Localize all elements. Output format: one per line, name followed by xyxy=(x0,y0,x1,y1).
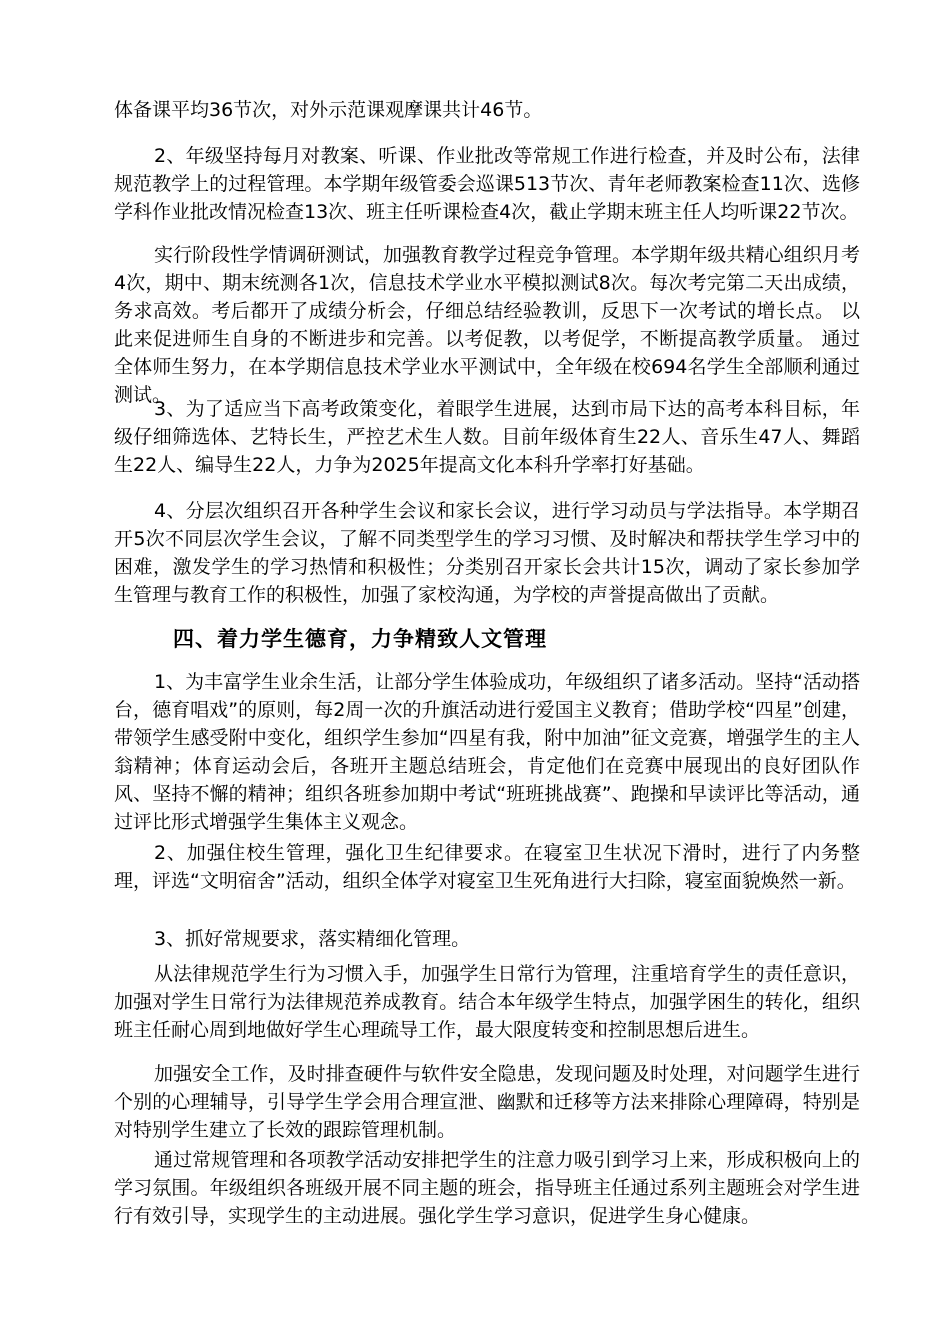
paragraph-activities: 1、为丰富学生业余生活，让部分学生体验成功，年级组织了诸多活动。坚持“活动搭台，德育唱戏”的原则，每2周一次的升旗活动进行爱国主义教育；借助学校“四星”创建，带领学生感受附中变化，组织学生参加“四星有我，附中加油”征文竞赛，增强学生的主人翁精神；体育运动会后，各班开主题总结班会，肯定他们在竞赛中展现出的良好团队作风、坚持不懈的精神；组织各班参加期中考试“班班挑战赛”、跑操和早读评比等活动，通过评比形式增强学生集体主义观念。 xyxy=(114,671,860,833)
paragraph-routine-requirements: 3、抓好常规要求，落实精细化管理。 xyxy=(154,928,471,950)
paragraph-safety-work: 加强安全工作，及时排查硬件与软件安全隐患，发现问题及时处理，对问题学生进行个别的心理辅导，引导学生学会用合理宣泄、幽默和迁移等方法来排除心理障碍，特别是对特别学生建立了长效的跟踪管理机制。 xyxy=(114,1063,860,1141)
paragraph-boarding-management: 2、加强住校生管理，强化卫生纪律要求。在寝室卫生状况下滑时，进行了内务整理，评选“文明宿舍”活动，组织全体学对寝室卫生死角进行大扫除，寝室面貌焕然一新。 xyxy=(114,842,860,892)
paragraph-stage-testing: 实行阶段性学情调研测试，加强教育教学过程竞争管理。本学期年级共精心组织月考4次，期中、期末统测各1次，信息技术学业水平模拟测试8次。每次考完第二天出成绩，务求高效。考后都开了成绩分析会，仔细总结经验教训，反思下一次考试的增长点。 以此来促进师生自身的不断进步和完善。以考促教，以考促学，不断提高教学质量。 通过全体师生努力，在本学期信息技术学业水平测试中，全年级在校694名学生全部顺利通过测试。 xyxy=(114,244,860,406)
paragraph-gaokao-policy: 3、为了适应当下高考政策变化，着眼学生进展，达到市局下达的高考本科目标，年级仔细筛选体、艺特长生，严控艺术生人数。目前年级体育生22人、音乐生47人、舞蹈生22人、编导生22人，力争为2025年提高文化本科升学率打好基础。 xyxy=(114,398,860,476)
section-heading-moral-education: 四、着力学生德育，力争精致人文管理 xyxy=(173,626,547,651)
paragraph-routine-inspection: 2、年级坚持每月对教案、听课、作业批改等常规工作进行检查，并及时公布，法律规范教学上的过程管理。本学期年级管委会巡课513节次、青年老师教案检查11次、选修学科作业批改情况检查13次、班主任听课检查4次，截止学期末班主任人均听课22节次。 xyxy=(114,145,860,223)
paragraph-meetings: 4、分层次组织召开各种学生会议和家长会议，进行学习动员与学法指导。本学期召开5次不同层次学生会议，了解不同类型学生的学习习惯、及时解决和帮扶学生学习中的困难，激发学生的学习热情和积极性；分类别召开家长会共计15次，调动了家长参加学生管理与教育工作的积极性，加强了家校沟通，为学校的声誉提高做出了贡献。 xyxy=(114,500,860,606)
paragraph-continuation: 体备课平均36节次，对外示范课观摩课共计46节。 xyxy=(114,99,543,121)
paragraph-behavior-norms: 从法律规范学生行为习惯入手，加强学生日常行为管理，注重培育学生的责任意识，加强对学生日常行为法律规范养成教育。结合本年级学生特点，加强学困生的转化，组织班主任耐心周到地做好学生心理疏导工作，最大限度转变和控制思想后进生。 xyxy=(114,963,860,1041)
paragraph-learning-atmosphere: 通过常规管理和各项教学活动安排把学生的注意力吸引到学习上来，形成积极向上的学习氛围。年级组织各班级开展不同主题的班会，指导班主任通过系列主题班会对学生进行有效引导，实现学生的主动进展。强化学生学习意识，促进学生身心健康。 xyxy=(114,1149,860,1227)
